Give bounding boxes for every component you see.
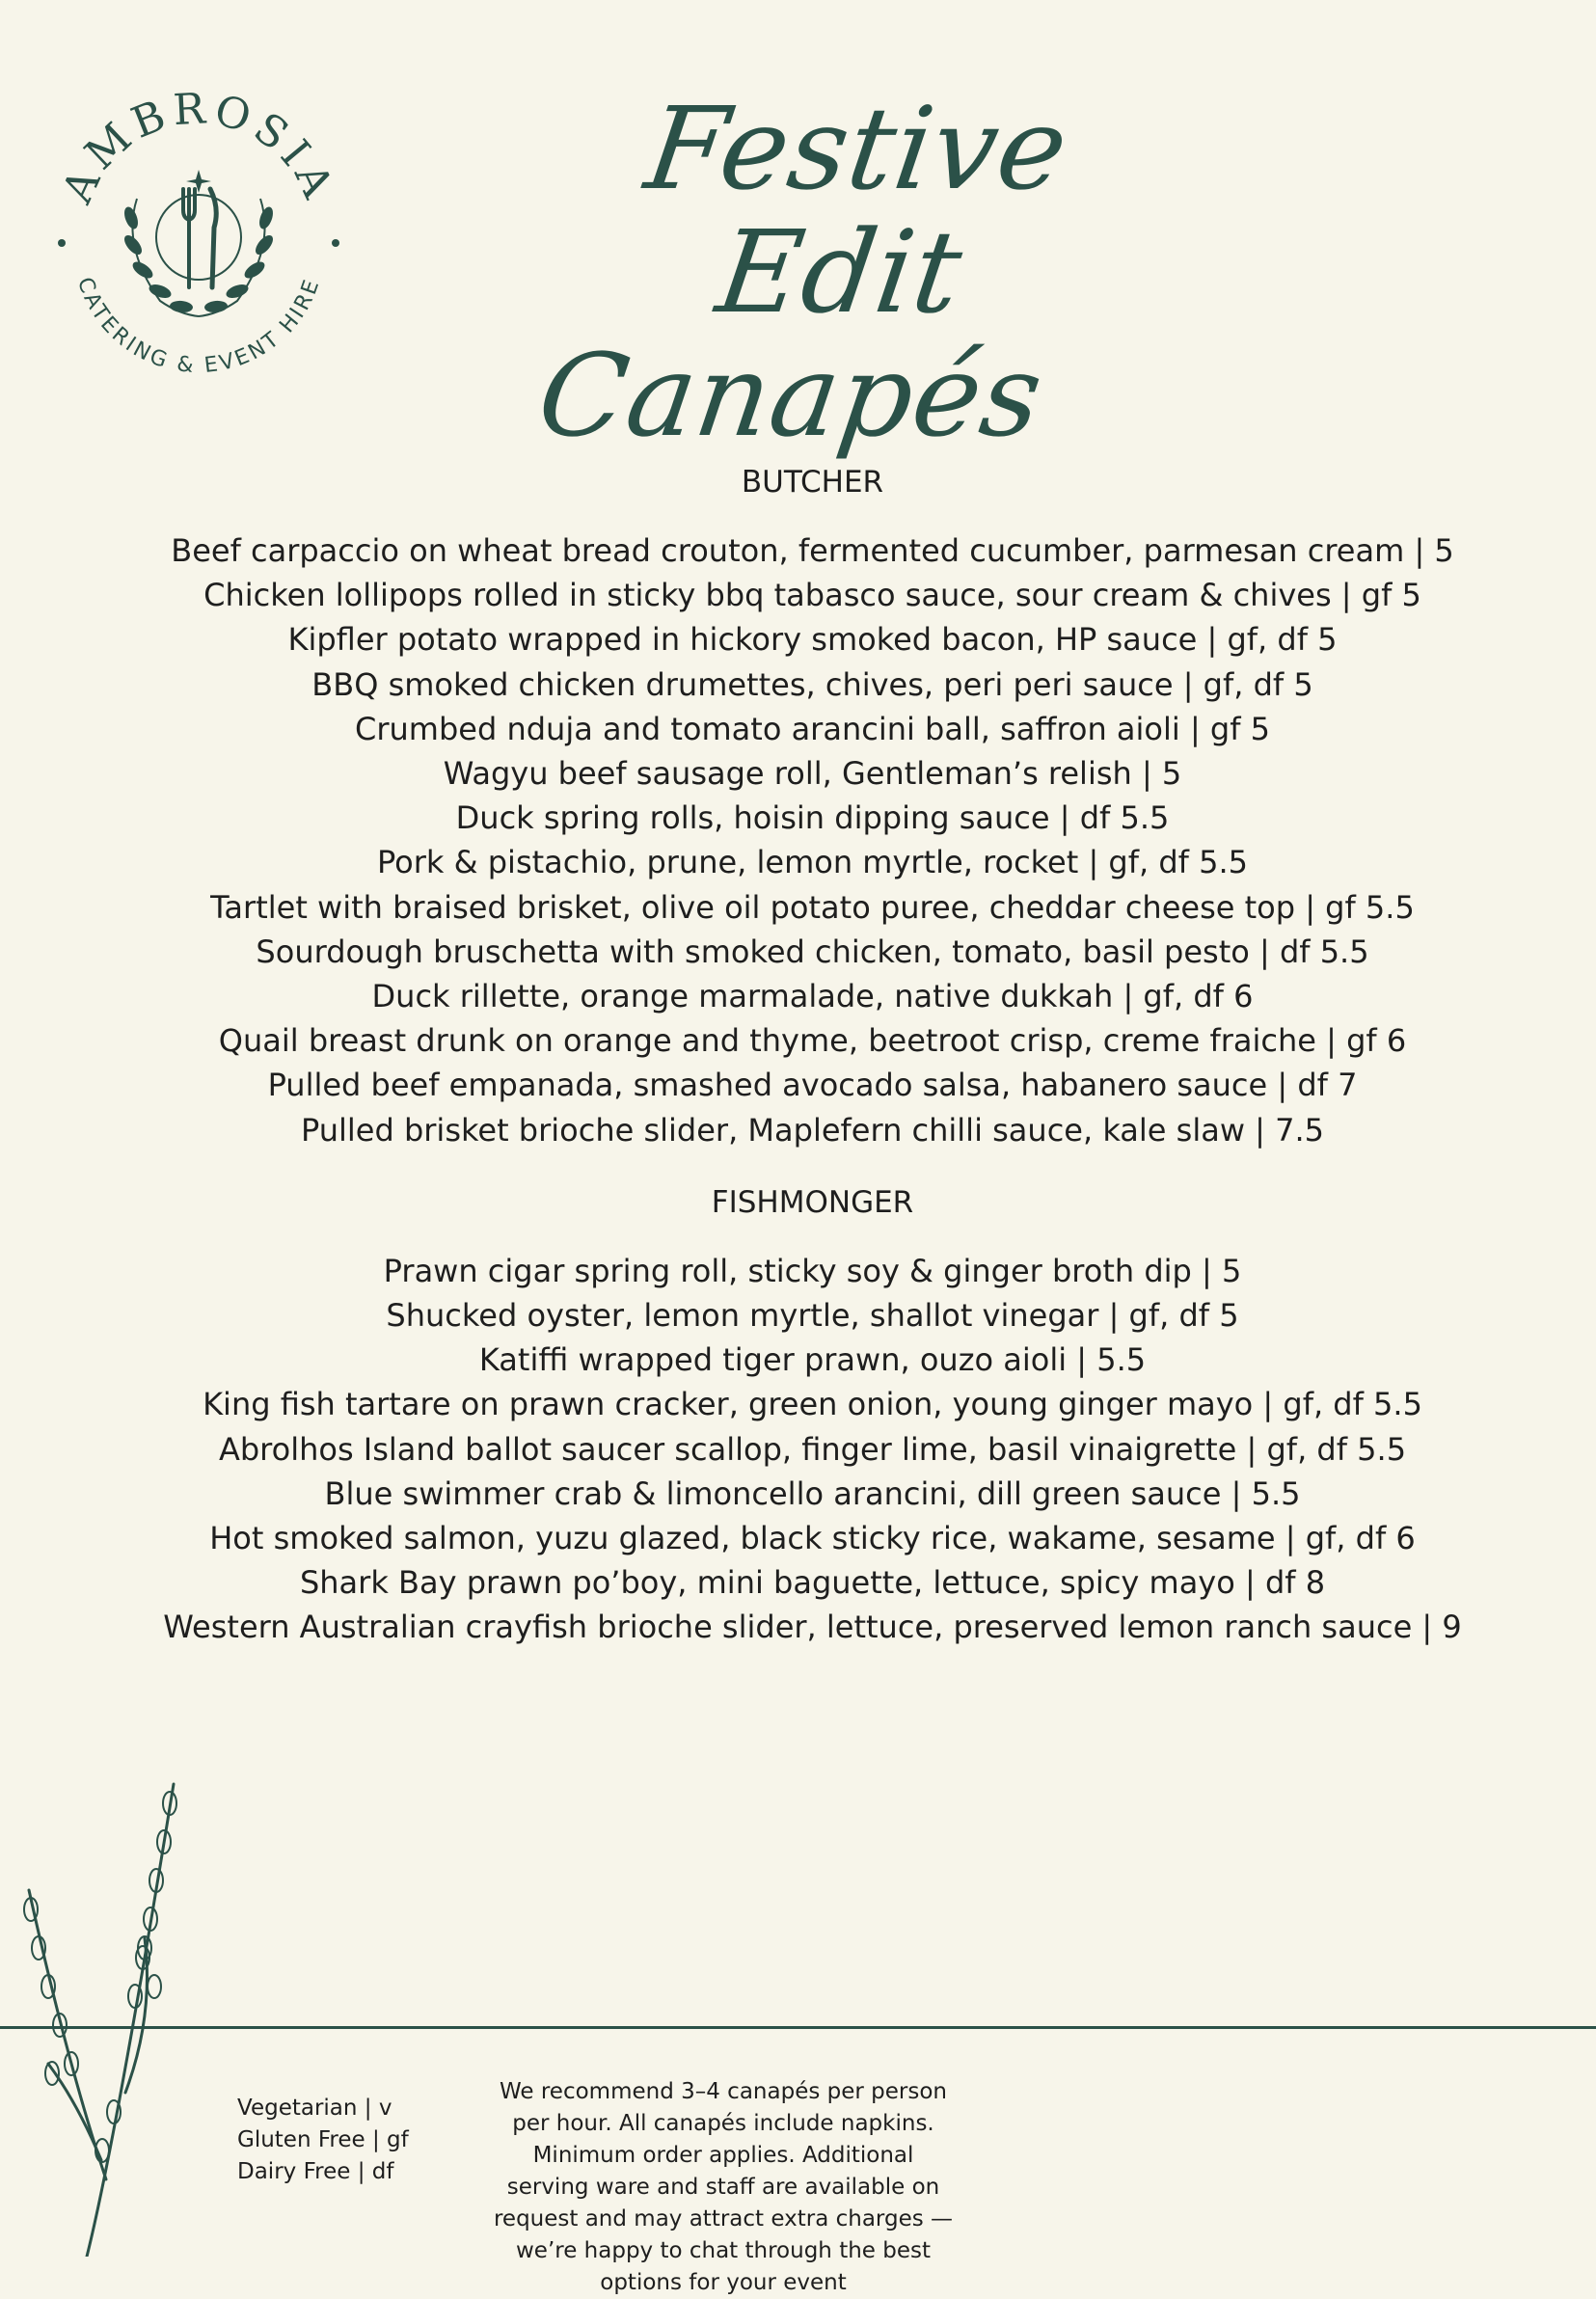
menu-item: Shucked oyster, lemon myrtle, shallot vinegar | gf, df 5 [386,1297,1239,1335]
menu-item: Kipfler potato wrapped in hickory smoked bacon, HP sauce | gf, df 5 [287,621,1338,659]
logo-name: AMBROSIA [52,84,345,211]
footer-note: We recommend 3–4 canapés per person per hour. All canapés include napkins. Minimum order applies. Additional serving ware and staff are available on request and may attract extra charges — we’re happy to chat through the best options for your event [493,2079,954,2295]
menu-item: Pulled beef empanada, smashed avocado salsa, habanero sauce | df 7 [267,1067,1358,1104]
section-heading: BUTCHER [741,465,884,500]
menu-item: King fish tartare on prawn cracker, green onion, young ginger mayo | gf, df 5.5 [203,1386,1422,1423]
menu-item: Blue swimmer crab & limoncello arancini, dill green sauce | 5.5 [324,1474,1301,1512]
menu-item: Wagyu beef sausage roll, Gentleman’s relish | 5 [443,755,1182,793]
dietary-key [237,2093,409,2188]
menu-item: Crumbed nduja and tomato arancini ball, saffron aioli | gf 5 [355,710,1270,747]
ambrosia-logo [44,73,353,382]
menu-item: Prawn cigar spring roll, sticky soy & ginger broth dip | 5 [383,1252,1242,1289]
title-line-2: Canapés [530,329,1051,462]
menu-item: Sourdough bruschetta with smoked chicken, tomato, basil pesto | df 5.5 [256,933,1369,970]
menu-item: Pork & pistachio, prune, lemon myrtle, rocket | gf, df 5.5 [377,844,1248,881]
key-vegetarian: Vegetarian | v [237,2096,392,2121]
logo-tagline: CATERING & EVENT HIRE [71,274,326,379]
menu-item: Katiffi wrapped tiger prawn, ouzo aioli | 5.5 [478,1341,1147,1379]
item-list [0,1249,1596,1650]
key-gluten-free: Gluten Free | gf [237,2127,409,2152]
menu-item: Hot smoked salmon, yuzu glazed, black sticky rice, wakame, sesame | gf, df 6 [209,1520,1416,1557]
item-list [0,528,1596,1152]
menu [0,455,1596,1683]
menu-item: Beef carpaccio on wheat bread crouton, fermented cucumber, parmesan cream | 5 [171,532,1454,569]
section-heading: FISHMONGER [711,1184,914,1220]
menu-item: Shark Bay prawn po’boy, mini baguette, lettuce, spicy mayo | df 8 [299,1564,1326,1602]
menu-item: Tartlet with braised brisket, olive oil potato puree, cheddar cheese top | gf 5.5 [210,888,1415,926]
menu-item: Quail breast drunk on orange and thyme, beetroot crisp, creme fraiche | gf 6 [218,1022,1407,1060]
menu-item: BBQ smoked chicken drumettes, chives, peri peri sauce | gf, df 5 [311,665,1313,703]
key-dairy-free: Dairy Free | df [237,2159,394,2184]
herb-sprig-illustration [10,1774,203,2257]
menu-item: Duck spring rolls, hoisin dipping sauce | df 5.5 [455,799,1170,837]
footer-divider [0,2026,1596,2029]
menu-item: Abrolhos Island ballot saucer scallop, finger lime, basil vinaigrette | gf, df 5.5 [218,1430,1407,1468]
menu-item: Duck rillette, orange marmalade, native dukkah | gf, df 6 [371,978,1254,1015]
title-line-1: Festive Edit [638,82,1076,338]
menu-item: Western Australian crayfish brioche slider, lettuce, preserved lemon ranch sauce | 9 [163,1609,1462,1646]
menu-item: Pulled brisket brioche slider, Maplefern chilli sauce, kale slaw | 7.5 [300,1111,1324,1149]
menu-item: Chicken lollipops rolled in sticky bbq tabasco sauce, sour cream & chives | gf 5 [203,577,1421,614]
page-title [530,82,1157,462]
section-fishmonger [0,1185,1596,1650]
section-butcher [0,465,1596,1152]
